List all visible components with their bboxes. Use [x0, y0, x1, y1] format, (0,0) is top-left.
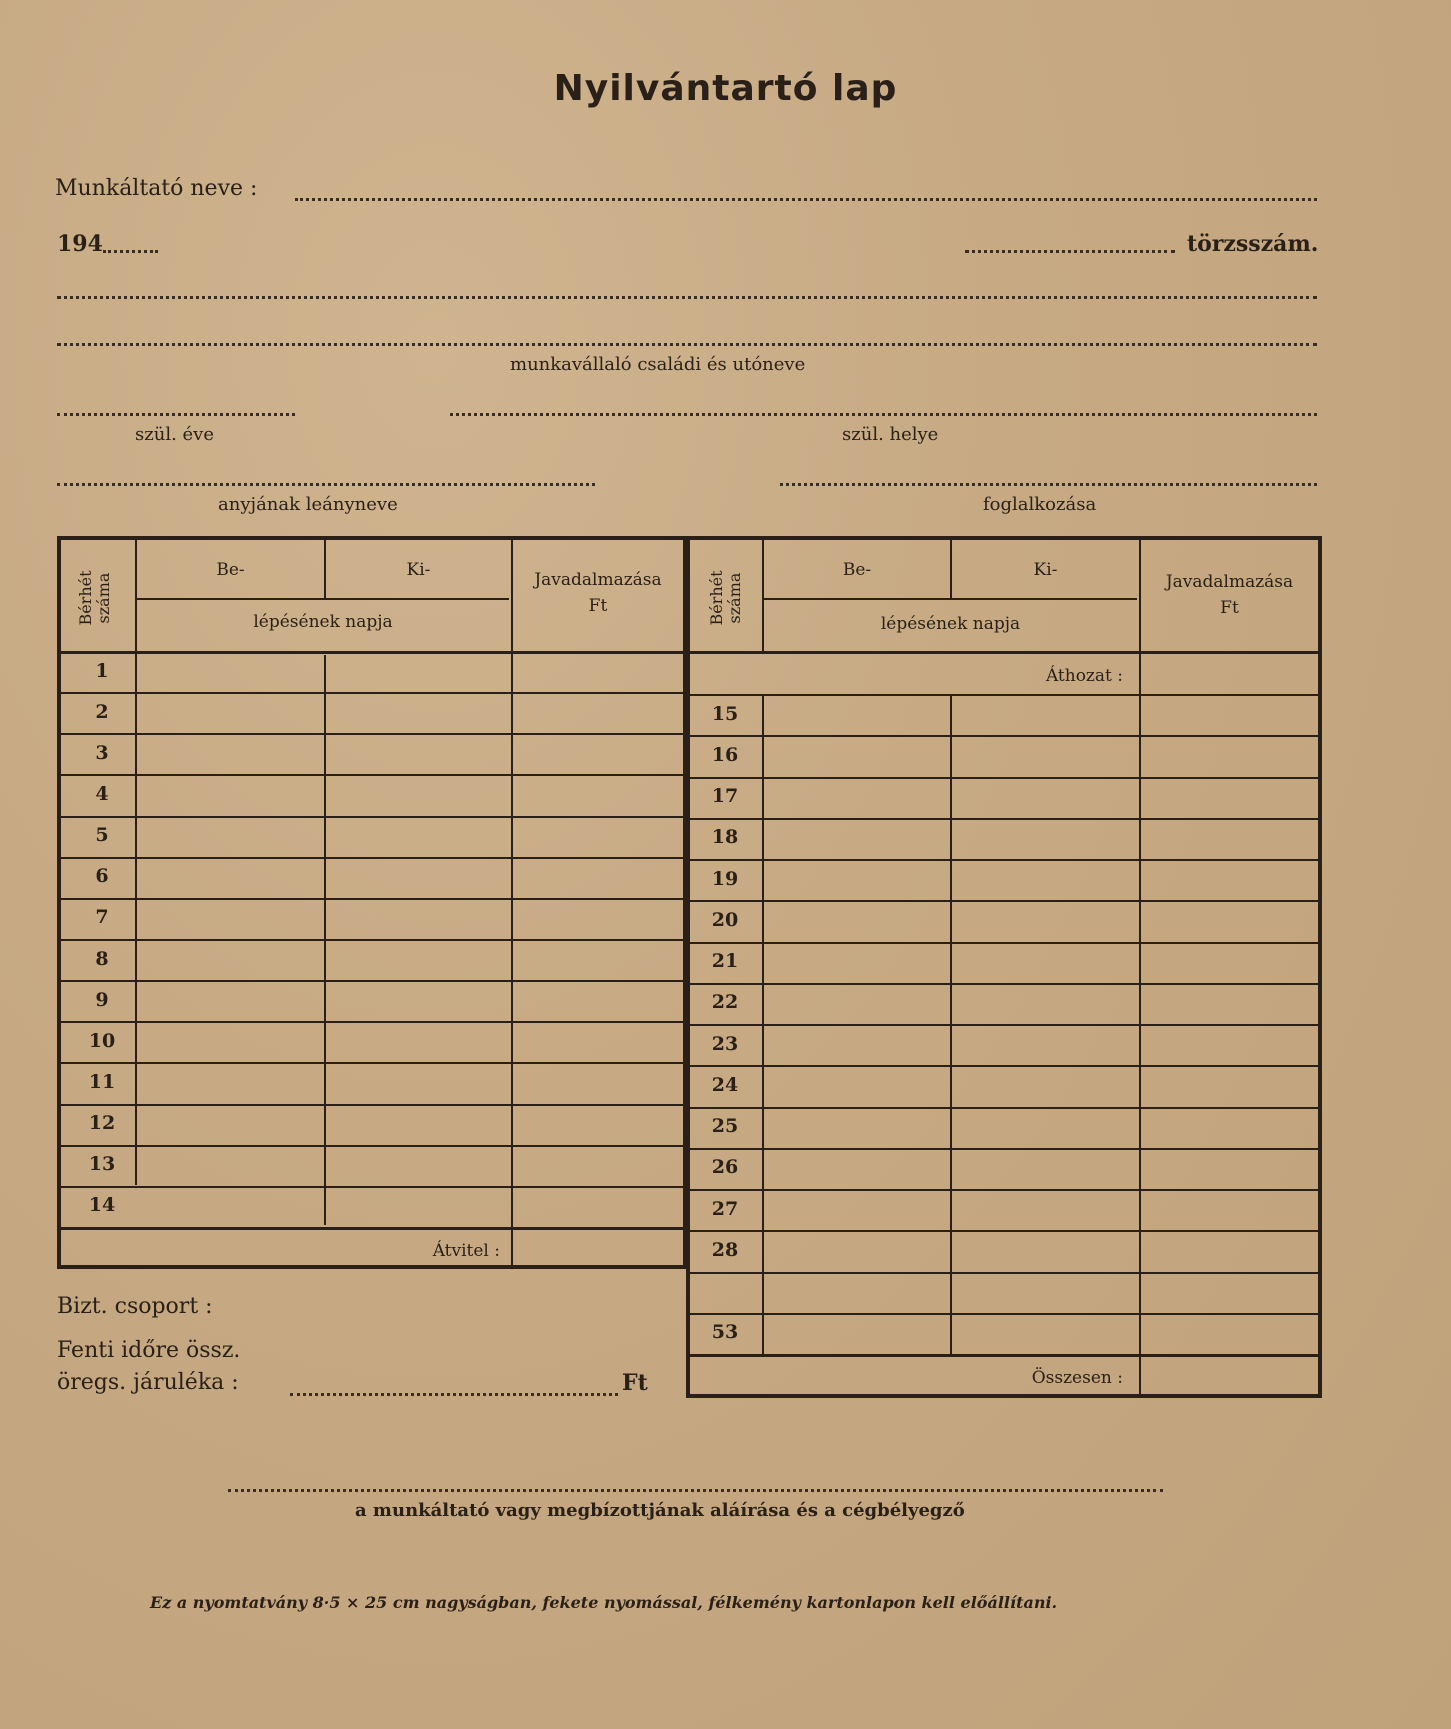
week-number: 11: [88, 1071, 116, 1093]
week-number: 18: [711, 826, 739, 849]
out-header-right: Ki-: [1033, 560, 1058, 580]
table-row[interactable]: [764, 1067, 1318, 1104]
week-number: 12: [88, 1112, 116, 1135]
contribution-label-1: Fenti időre össz.: [57, 1338, 241, 1363]
mother-name-label: anyjának leányneve: [218, 494, 398, 515]
week-number: 7: [95, 906, 109, 929]
table-row[interactable]: [137, 1188, 681, 1225]
birth-year-field[interactable]: [57, 413, 295, 416]
week-number: 3: [95, 741, 109, 764]
occupation-field[interactable]: [780, 483, 1317, 486]
table-row[interactable]: [764, 861, 1318, 898]
week-number: 1: [95, 659, 109, 682]
employer-field[interactable]: [295, 198, 1317, 201]
footer-note: Ez a nyomtatvány 8·5 × 25 cm nagyságban, fekete nyomással, félkemény kartonlapon kell előállítani.: [150, 1593, 1058, 1612]
employer-label: Munkáltató neve :: [55, 176, 258, 201]
registry-label: törzsszám.: [1187, 231, 1319, 257]
occupation-label: foglalkozása: [983, 494, 1097, 515]
contribution-label-2: öregs. járuléka :: [57, 1370, 239, 1395]
week-number: 19: [711, 867, 739, 890]
week-no-header-right: Bérhét száma: [707, 570, 744, 626]
week-number: 22: [711, 991, 739, 1014]
wage-header-right: Javadalmazása: [1165, 572, 1294, 592]
employee-name-label: munkavállaló családi és utóneve: [510, 354, 806, 375]
table-row[interactable]: [137, 818, 681, 855]
table-row[interactable]: [764, 820, 1318, 857]
total-label: Összesen :: [1031, 1368, 1123, 1388]
week-number: 21: [711, 950, 739, 973]
signature-field[interactable]: [228, 1489, 1163, 1492]
table-row[interactable]: [137, 1023, 681, 1060]
table-row[interactable]: [764, 737, 1318, 774]
table-row[interactable]: [137, 735, 681, 772]
employee-name-field[interactable]: [57, 343, 1317, 346]
in-header: Be-: [216, 560, 245, 580]
week-number: 14: [88, 1194, 116, 1217]
birth-year-label: szül. éve: [135, 424, 214, 445]
table-row[interactable]: [764, 1026, 1318, 1063]
contribution-field[interactable]: [290, 1393, 618, 1396]
date-header: lépésének napja: [253, 612, 393, 632]
signature-label: a munkáltató vagy megbízottjának aláírása és a cégbélyegző: [355, 1500, 965, 1521]
table-row[interactable]: [137, 1147, 681, 1184]
table-row[interactable]: [137, 1106, 681, 1143]
table-row[interactable]: [764, 1274, 1318, 1311]
week-number: 8: [95, 947, 109, 970]
week-number: 27: [711, 1197, 739, 1220]
wage-unit-right: Ft: [1220, 598, 1239, 618]
week-number: 9: [95, 988, 109, 1011]
week-number: 5: [95, 824, 109, 847]
table-row[interactable]: [137, 776, 681, 813]
week-number: 53: [711, 1321, 739, 1344]
table-row[interactable]: [764, 779, 1318, 816]
week-number: 25: [711, 1115, 739, 1138]
year-prefix: 194: [57, 231, 103, 257]
table-row[interactable]: [137, 900, 681, 937]
table-row[interactable]: [764, 1150, 1318, 1187]
table-row[interactable]: [764, 944, 1318, 981]
wage-unit: Ft: [588, 596, 608, 616]
week-number: 13: [88, 1153, 116, 1176]
week-number: 23: [711, 1032, 739, 1055]
table-row[interactable]: [137, 1064, 681, 1101]
year-field[interactable]: [103, 250, 158, 253]
week-number: 15: [711, 702, 739, 725]
contribution-unit: Ft: [622, 1370, 648, 1396]
in-header-right: Be-: [842, 560, 872, 580]
registry-field[interactable]: [965, 250, 1175, 253]
week-no-header: Bérhét száma: [76, 570, 113, 626]
table-row[interactable]: [137, 694, 681, 731]
page-title: Nyilvántartó lap: [553, 68, 898, 109]
birth-place-label: szül. helye: [842, 424, 939, 445]
out-header: Ki-: [406, 560, 431, 580]
table-row[interactable]: [764, 1109, 1318, 1146]
table-row[interactable]: [764, 985, 1318, 1022]
week-number: 26: [711, 1156, 739, 1179]
week-number: 16: [711, 743, 739, 766]
table-row[interactable]: [764, 902, 1318, 939]
week-number: 20: [711, 908, 739, 931]
table-row[interactable]: [764, 1191, 1318, 1228]
table-row[interactable]: [764, 1232, 1318, 1269]
week-number: 2: [95, 700, 109, 723]
carried-in-label: Áthozat :: [1045, 666, 1123, 686]
wage-header: Javadalmazása: [534, 570, 662, 590]
insurance-group-label: Bizt. csoport :: [57, 1294, 213, 1319]
table-row[interactable]: [137, 859, 681, 896]
week-number: 24: [711, 1073, 739, 1096]
table-row[interactable]: [137, 982, 681, 1019]
table-row[interactable]: [764, 696, 1318, 733]
week-number: 17: [711, 785, 739, 808]
date-header-right: lépésének napja: [880, 614, 1021, 634]
mother-name-field[interactable]: [57, 483, 595, 486]
table-row[interactable]: [764, 1315, 1318, 1352]
blank-line[interactable]: [57, 296, 1317, 299]
week-number: 4: [95, 783, 109, 805]
carry-over-label: Átvitel :: [432, 1241, 500, 1261]
table-row[interactable]: [137, 941, 681, 978]
week-number: 28: [711, 1238, 739, 1261]
week-number: 10: [88, 1029, 116, 1052]
table-row[interactable]: [137, 653, 681, 690]
week-number: 6: [95, 865, 109, 888]
birth-place-field[interactable]: [450, 413, 1317, 416]
